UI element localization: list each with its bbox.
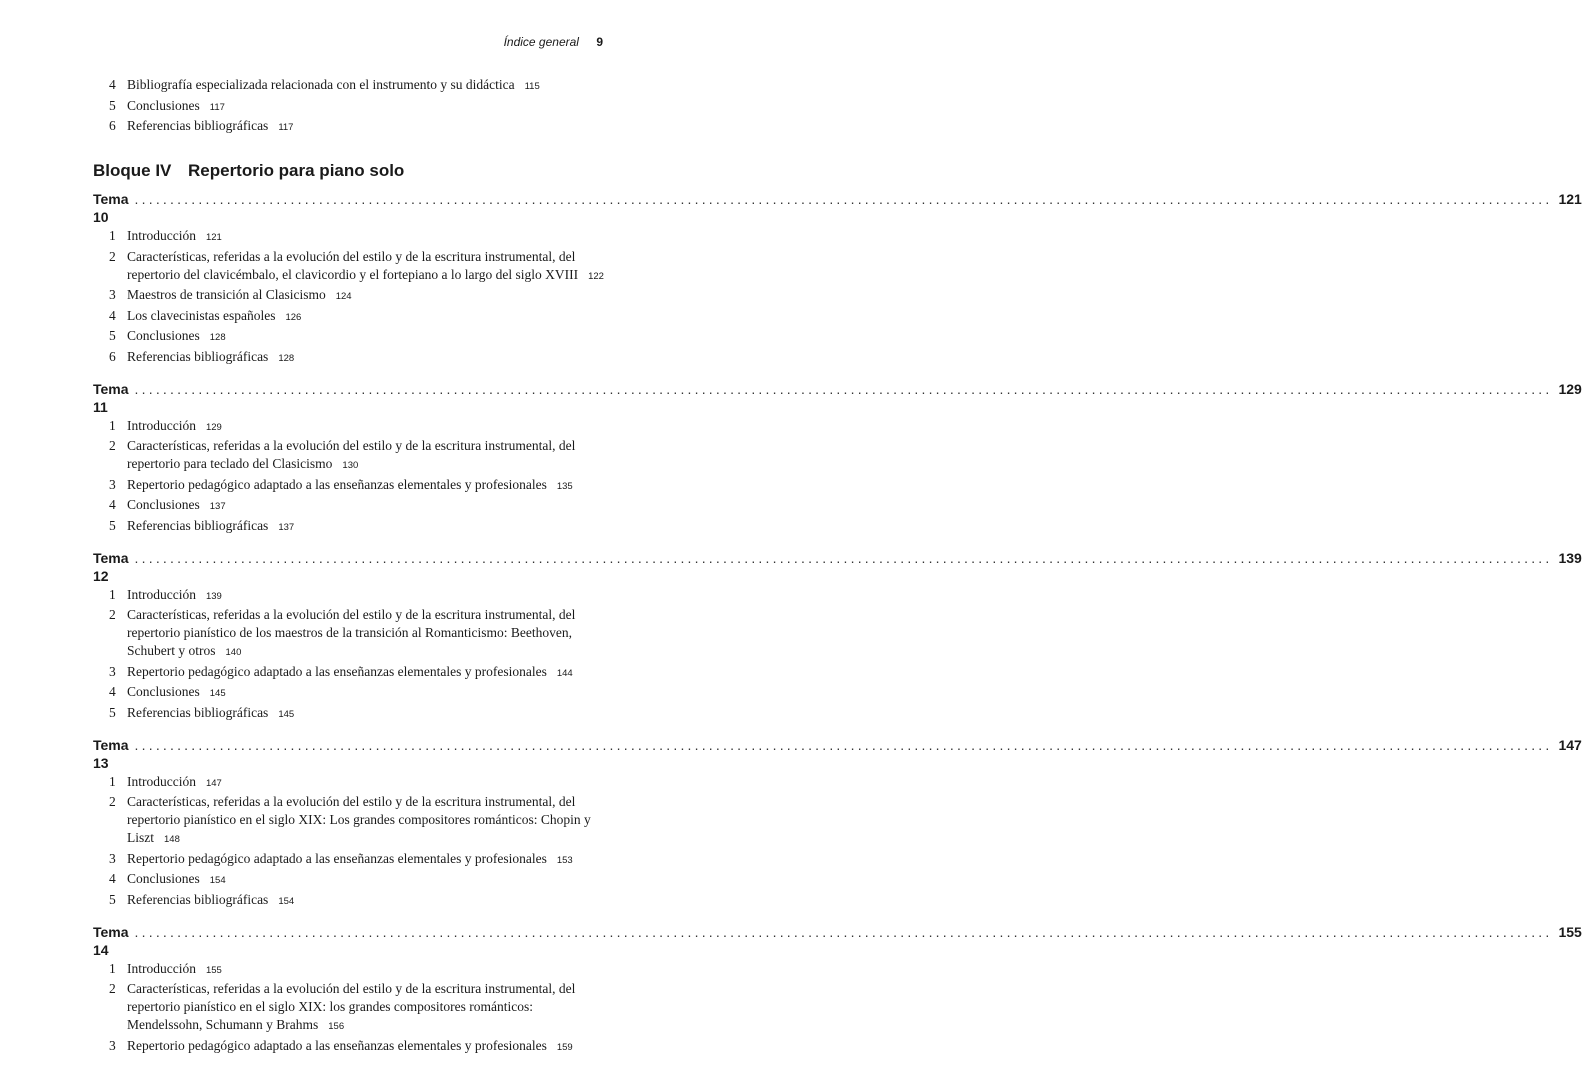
toc-entry[interactable] (93, 980, 606, 1036)
dot-leader: ........................................................................................................................................................................................................ (134, 923, 1553, 940)
tema-heading[interactable] (93, 736, 1582, 772)
entry-title: Conclusiones (127, 328, 200, 343)
entry-page: 135 (556, 480, 573, 492)
toc-entry[interactable] (93, 476, 606, 496)
page-number: 9 (596, 35, 603, 49)
entry-page: 148 (164, 834, 180, 845)
entry-title: Conclusiones (127, 684, 200, 699)
entry-page: 139 (205, 590, 222, 602)
tema-section (93, 736, 1582, 911)
entry-number: 5 (109, 891, 116, 907)
entry-title: Introducción (127, 228, 196, 243)
entry-number: 6 (109, 118, 116, 133)
entry-title: Introducción (127, 417, 196, 433)
toc-entry[interactable] (93, 496, 606, 516)
entry-title: Referencias bibliográficas (127, 118, 269, 133)
entry-number: 4 (109, 871, 116, 886)
entry-title: Referencias bibliográficas (127, 704, 269, 720)
toc-entry[interactable] (93, 606, 606, 662)
tema-title: Tema 13 (93, 736, 129, 771)
entry-number: 2 (109, 438, 116, 453)
entry-number: 3 (109, 663, 116, 679)
entry-page: 117 (278, 122, 294, 133)
toc-entry[interactable] (93, 76, 606, 96)
entry-title: Referencias bibliográficas (127, 517, 269, 533)
tema-section (93, 923, 1582, 1057)
entry-number: 1 (109, 228, 116, 243)
entry-number: 6 (109, 348, 116, 364)
entry-title: Repertorio pedagógico adaptado a las enseñanzas elementales y profesionales (127, 1037, 547, 1053)
entry-number: 1 (109, 417, 116, 433)
tema-section (93, 190, 1582, 368)
tema-page: 129 (1558, 380, 1582, 397)
entry-title: Características, referidas a la evolución del estilo y de la escritura instrumental, del repertorio pianístico en el siglo XIX: Los grandes compositores románticos: Chopin y Liszt (127, 794, 591, 845)
entry-page: 159 (556, 1041, 573, 1053)
tema-title: Tema 14 (93, 923, 129, 958)
entry-page: 147 (205, 777, 222, 789)
entry-page: 154 (209, 875, 226, 886)
toc-entry[interactable] (93, 437, 606, 475)
entry-title: Repertorio pedagógico adaptado a las enseñanzas elementales y profesionales (127, 476, 547, 492)
block-title: Repertorio para piano solo (188, 161, 405, 180)
entry-page: 156 (328, 1021, 345, 1032)
entry-page: 128 (209, 332, 226, 343)
entry-page: 137 (278, 521, 295, 533)
entry-number: 2 (109, 248, 116, 264)
toc-entry[interactable] (93, 586, 606, 606)
tema-list (93, 190, 1582, 1057)
entry-page: 126 (285, 311, 302, 323)
entry-number: 2 (109, 794, 116, 809)
tema-page: 139 (1558, 549, 1582, 566)
tema-section (93, 549, 1582, 724)
tema-page: 121 (1558, 191, 1582, 207)
entry-number: 4 (109, 77, 116, 92)
entry-number: 4 (109, 307, 116, 323)
toc-entry[interactable] (93, 870, 606, 890)
toc-entry[interactable] (93, 307, 606, 327)
entry-page: 153 (556, 854, 573, 866)
dot-leader: ........................................................................................................................................................................................................ (134, 191, 1553, 207)
entry-page: 154 (278, 895, 295, 907)
entry-page: 128 (278, 352, 295, 364)
entry-page: 124 (335, 291, 352, 302)
entry-number: 1 (109, 773, 116, 789)
entry-number: 4 (109, 684, 116, 699)
dot-leader: ........................................................................................................................................................................................................ (134, 736, 1553, 753)
tema-section (93, 380, 1582, 537)
entry-number: 1 (109, 960, 116, 976)
entry-page: 122 (588, 270, 604, 282)
entry-number: 4 (109, 497, 116, 512)
toc-entry[interactable] (93, 117, 606, 137)
entry-title: Los clavecinistas españoles (127, 307, 276, 323)
entry-title: Conclusiones (127, 871, 200, 886)
toc-entry[interactable] (93, 248, 606, 286)
entry-number: 3 (109, 287, 116, 302)
entry-title: Características, referidas a la evolución del estilo y de la escritura instrumental, del repertorio pianístico de los maestros de la transición al Romanticismo: Beethoven, Schubert y otros (127, 607, 576, 658)
entry-page: 145 (209, 688, 226, 699)
tema-title: Tema 12 (93, 549, 129, 584)
toc-entry[interactable] (93, 227, 606, 247)
toc-entry[interactable] (93, 850, 606, 870)
entry-title: Referencias bibliográficas (127, 891, 269, 907)
toc-entry[interactable] (93, 327, 606, 347)
entry-page: 121 (205, 232, 222, 243)
entry-title: Introducción (127, 773, 196, 789)
block-heading (93, 161, 606, 181)
entry-number: 3 (109, 1037, 116, 1053)
entry-page: 145 (278, 708, 295, 720)
entry-title: Conclusiones (127, 97, 200, 113)
tema-page: 155 (1558, 923, 1582, 940)
dot-leader: ........................................................................................................................................................................................................ (134, 380, 1553, 397)
entry-number: 2 (109, 607, 116, 622)
tema-title: Tema 10 (93, 191, 129, 225)
toc-entry[interactable] (93, 417, 606, 437)
entry-title: Repertorio pedagógico adaptado a las enseñanzas elementales y profesionales (127, 850, 547, 866)
entry-number: 5 (109, 517, 116, 533)
entry-title: Características, referidas a la evolución del estilo y de la escritura instrumental, del repertorio del clavicémbalo, el clavicordio y el fortepiano a lo largo del siglo XVIII (127, 248, 579, 282)
entry-page: 140 (225, 647, 242, 658)
toc-entry[interactable] (93, 891, 606, 911)
toc-content (93, 76, 1582, 1069)
tema-page: 147 (1558, 736, 1582, 753)
toc-entry[interactable] (93, 663, 606, 683)
entry-title: Introducción (127, 960, 196, 976)
toc-entry[interactable] (93, 773, 606, 793)
entry-number: 3 (109, 476, 116, 492)
toc-entry[interactable] (93, 960, 606, 980)
entry-title: Características, referidas a la evolución del estilo y de la escritura instrumental, del repertorio pianístico en el siglo XIX: los grandes compositores románticos: Mendelssohn, Schumann y Brahms (127, 981, 576, 1032)
toc-entry[interactable] (93, 348, 606, 368)
entry-title: Conclusiones (127, 497, 200, 512)
entry-number: 1 (109, 586, 116, 602)
entry-page: 155 (205, 964, 222, 976)
entry-number: 3 (109, 850, 116, 866)
running-header-title: Índice general (503, 35, 579, 49)
entry-number: 5 (109, 704, 116, 720)
entry-page: 117 (209, 101, 225, 113)
entry-number: 5 (109, 97, 116, 113)
toc-entry[interactable] (93, 97, 606, 117)
toc-entry[interactable] (93, 683, 606, 703)
entry-page: 115 (524, 81, 540, 92)
tema-heading[interactable] (93, 923, 1582, 959)
entry-page: 137 (209, 501, 226, 512)
entry-page: 130 (342, 460, 359, 471)
entry-title: Maestros de transición al Clasicismo (127, 287, 326, 302)
tema-heading[interactable] (93, 549, 1582, 585)
entry-title: Bibliografía especializada relacionada con el instrumento y su didáctica (127, 77, 515, 92)
tema-title: Tema 11 (93, 380, 129, 415)
running-header (504, 35, 603, 49)
toc-entry[interactable] (93, 704, 606, 724)
entry-page: 129 (205, 421, 222, 433)
toc-entry[interactable] (93, 1037, 606, 1057)
toc-entry[interactable] (93, 793, 606, 849)
entry-number: 2 (109, 981, 116, 996)
dot-leader: ........................................................................................................................................................................................................ (134, 549, 1553, 566)
toc-entry[interactable] (93, 517, 606, 537)
tema-heading[interactable] (93, 190, 1582, 226)
intro-entries (93, 76, 606, 137)
entry-number: 5 (109, 328, 116, 343)
entry-title: Características, referidas a la evolución del estilo y de la escritura instrumental, del repertorio para teclado del Clasicismo (127, 438, 576, 471)
entry-title: Referencias bibliográficas (127, 348, 269, 364)
entry-title: Introducción (127, 586, 196, 602)
entry-title: Repertorio pedagógico adaptado a las enseñanzas elementales y profesionales (127, 663, 547, 679)
tema-heading[interactable] (93, 380, 1582, 416)
block-label: Bloque IV (93, 161, 172, 180)
entry-page: 144 (556, 667, 573, 679)
toc-entry[interactable] (93, 286, 606, 306)
